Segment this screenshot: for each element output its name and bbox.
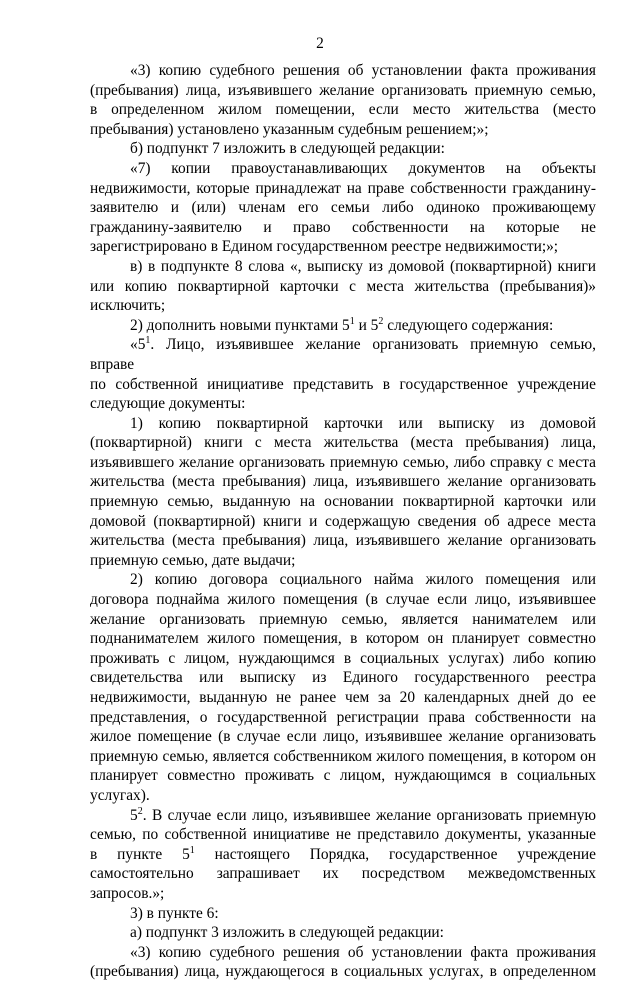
paragraph-line: (пребывания) лица, изъявившего желание организовать приемную семью, (90, 81, 596, 99)
paragraph-line: самостоятельно запрашивает их посредством межведомственных запросов.»; (90, 865, 596, 902)
paragraph-line: семью, по собственной инициативе не представило документы, указанные (90, 826, 596, 844)
paragraph-line: жилое помещение (в случае если лицо, изъявившее желание организовать (90, 728, 596, 746)
paragraph-line: исключить; (90, 297, 166, 315)
paragraph-line: а) подпункт 3 изложить в следующей редакции: (130, 924, 444, 942)
paragraph-line: б) подпункт 7 изложить в следующей редакции: (130, 140, 445, 158)
paragraph-line: зарегистрировано в Едином государственном реестре недвижимости;»; (90, 238, 559, 256)
page-number: 2 (316, 35, 324, 52)
paragraph-line: в) в подпункте 8 слова «, выписку из домовой (поквартирной) книги (130, 257, 596, 275)
paragraph-line: (пребывания) лица, нуждающегося в социальных услугах, в определенном (90, 963, 596, 981)
paragraph-line: заявителю и (или) членам его семьи либо одиноко проживающему (90, 199, 596, 217)
paragraph-line: домовой (поквартирной) книги и содержащую сведения об адресе места (90, 512, 596, 530)
paragraph-line: планирует совместно проживать с лицом, нуждающимся в социальных (90, 767, 596, 785)
paragraph-line: договора поднайма жилого помещения (в случае если лицо, изъявившее (90, 591, 596, 609)
paragraph-line: 2) копию договора социального найма жилого помещения или (130, 571, 596, 589)
paragraph-line: «3) копию судебного решения об установлении факта проживания (130, 943, 596, 961)
paragraph-line: «3) копию судебного решения об установлении факта проживания (130, 62, 596, 79)
paragraph-line: (поквартирной) книги с места жительства (места пребывания) лица, (90, 434, 596, 452)
paragraph-line: услугах). (90, 786, 150, 804)
paragraph-line: 3) в пункте 6: (130, 904, 219, 922)
paragraph-line: или копию поквартирной карточки с места жительства (пребывания)» (90, 277, 596, 295)
paragraph-line: «$5^1$. Лицо, изъявившее желание организовать приемную семью, вправе (90, 335, 596, 373)
paragraph-line: в пункте $5^1$ настоящего Порядка, государственное учреждение (90, 844, 596, 863)
paragraph-line: приемную семью, является собственником жилого помещения, в котором он (90, 747, 596, 765)
paragraph-line: 2) дополнить новыми пунктами $5^1$ и $5^2$ следующего содержания: (130, 315, 554, 334)
paragraph-line: проживать с лицом, нуждающимся в социальных услугах) либо копию (90, 649, 596, 667)
paragraph-line: поднанимателем жилого помещения, в котором он планирует совместно (90, 630, 596, 648)
paragraph-line: «7) копии правоустанавливающих документов на объекты (130, 159, 596, 177)
paragraph-line: жительства (места пребывания) лица, изъявившего желание организовать (90, 532, 596, 550)
paragraph-line: $5^2$. В случае если лицо, изъявившее желание организовать приемную (130, 805, 596, 824)
paragraph-line: жительства (места пребывания) лица, изъявившего желание организовать (90, 473, 596, 491)
paragraph-line: пребывания) установлено указанным судебным решением;»; (90, 120, 489, 138)
document-body (90, 61, 596, 982)
paragraph-line: по собственной инициативе представить в государственное учреждение (90, 375, 596, 393)
paragraph-line: приемную семью, выданную на основании поквартирной карточки или (90, 493, 596, 511)
paragraph-line: недвижимости, которые принадлежат на праве собственности гражданину- (90, 179, 596, 197)
paragraph-line: гражданину-заявителю и право собственности на которые не (90, 218, 596, 236)
paragraph-line: в определенном жилом помещении, если место жительства (место (90, 101, 596, 119)
paragraph-line: 1) копию поквартирной карточки или выписку из домовой (130, 414, 596, 432)
paragraph-line: приемную семью, дате выдачи; (90, 551, 296, 569)
paragraph-line: недвижимости, выданную не ранее чем за 20 календарных дней до ее (90, 689, 596, 706)
paragraph-line: свидетельства или выписку из Единого государственного реестра (90, 669, 596, 687)
paragraph-line: изъявившего желание организовать приемную семью, либо справку с места (90, 453, 596, 471)
paragraph-line: следующие документы: (90, 395, 246, 413)
paragraph-line: представления, о государственной регистрации права собственности на (90, 708, 596, 726)
paragraph-line: желание организовать приемную семью, является нанимателем или (90, 610, 596, 628)
